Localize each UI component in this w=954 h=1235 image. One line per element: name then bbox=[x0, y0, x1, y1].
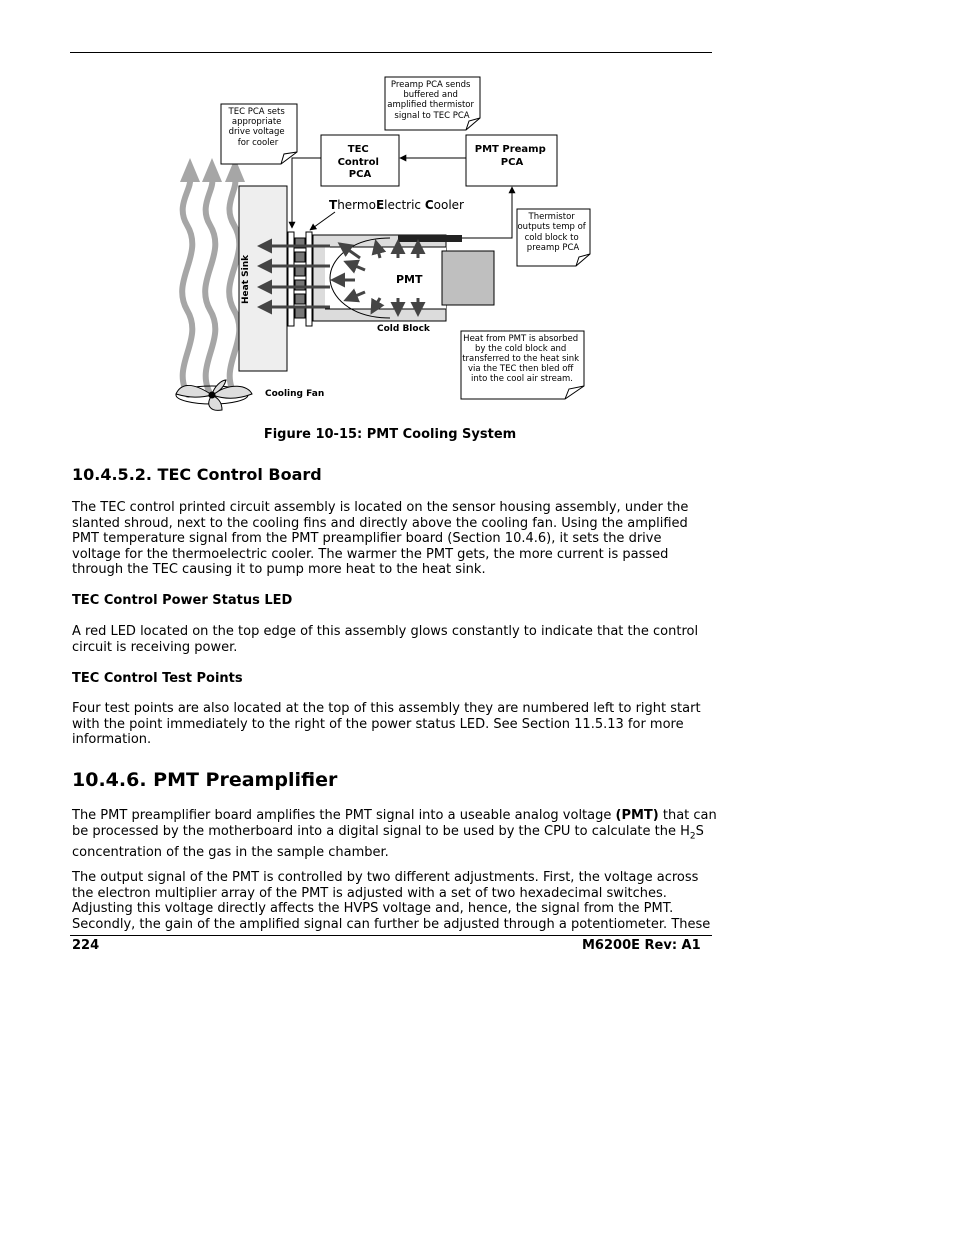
section-heading-tec-control-board: 10.4.5.2. TEC Control Board bbox=[72, 465, 322, 484]
heat-flow-arrows bbox=[182, 178, 239, 395]
tec-box-line-1: TEC bbox=[347, 144, 369, 155]
page-number: 224 bbox=[72, 938, 100, 953]
section-heading-pmt-preamplifier: 10.4.6. PMT Preamplifier bbox=[72, 769, 338, 791]
tec-box-line-3: PCA bbox=[348, 169, 372, 180]
svg-text:Thermistor outputs temp: Thermistor outputs temp of cold block to preamp PCA bbox=[517, 212, 586, 253]
pmt-preamp-paragraph-2: The output signal of the PMT is controlled by two different adjustments. First, the voltage across the electron multiplier array of the PMT is adjusted with a set of two hexadecimal switches. Adjusting this voltage directly affects the HVPS voltage and, hence, the signal from the PMT. Secondly, the gain of the amplified signal can further be adjusted through a potentiometer. These bbox=[72, 870, 711, 932]
subheading-power-status-led: TEC Control Power Status LED bbox=[72, 593, 293, 608]
pmt-preamp-paragraph-1: The PMT preamplifier board amplifies the PMT signal into a useable analog voltage (PMT) that can be processed by the motherboard into a digital signal to be used by the CPU to calculate the $H_2S$ concentration of the gas in the sample chamber. bbox=[72, 808, 717, 860]
note-tec-pca bbox=[221, 104, 297, 164]
cooling-fan-label: Cooling Fan bbox=[265, 389, 325, 399]
note-heat bbox=[461, 331, 584, 399]
document-revision: M6200E Rev: A1 bbox=[582, 938, 701, 953]
footer-rule bbox=[70, 935, 712, 936]
pmt-label: PMT bbox=[396, 273, 423, 286]
cooling-fan-icon bbox=[176, 380, 252, 410]
svg-text:Heat from PMT is absorbed: Heat from PMT is absorbed by the cold block and transferred to the heat sink via the TEC then bled off into the cool air stream. bbox=[462, 334, 580, 384]
thermistor bbox=[398, 235, 462, 242]
tec-control-paragraph: The TEC control printed circuit assembly is located on the sensor housing assembly, under the slanted shroud, next to the cooling fins and directly above the cooling fan. Using the amplified PMT temperature signal from the PMT preamplifier board (Section 10.4.6), it sets the drive voltage for the thermoelectric cooler. The warmer the PMT gets, the more current is passed through the TEC causing it to pump more heat to the heat sink. bbox=[72, 500, 689, 578]
tec-box-line-2: Control bbox=[337, 157, 379, 168]
preamp-box-line-2: PCA bbox=[500, 157, 524, 168]
cold-block-label: Cold Block bbox=[377, 324, 430, 334]
preamp-box-line-1: PMT Preamp bbox=[474, 144, 546, 155]
test-points-paragraph: Four test points are also located at the top of this assembly they are numbered left to right start with the point immediately to the right of the power status LED. See Section 11.5.13 for more information. bbox=[72, 701, 701, 748]
note-preamp bbox=[385, 77, 480, 130]
power-status-led-paragraph: A red LED located on the top edge of this assembly glows constantly to indicate that the control circuit is receiving power. bbox=[72, 624, 699, 655]
svg-text:TEC PCA sets appropriate: TEC PCA sets appropriate drive voltage for cooler bbox=[228, 107, 285, 148]
figure-caption: Figure 10-15: PMT Cooling System bbox=[263, 427, 517, 442]
heat-sink-label: Heat Sink bbox=[241, 254, 251, 304]
pmt-cooling-diagram bbox=[0, 0, 954, 420]
tec-label: ThermoElectric Cooler bbox=[329, 198, 464, 212]
svg-text:Preamp PCA sends buffere: Preamp PCA sends buffered and amplified thermistor signal to TEC PCA bbox=[387, 80, 474, 121]
note-thermistor bbox=[517, 209, 590, 266]
subheading-test-points: TEC Control Test Points bbox=[72, 671, 243, 686]
